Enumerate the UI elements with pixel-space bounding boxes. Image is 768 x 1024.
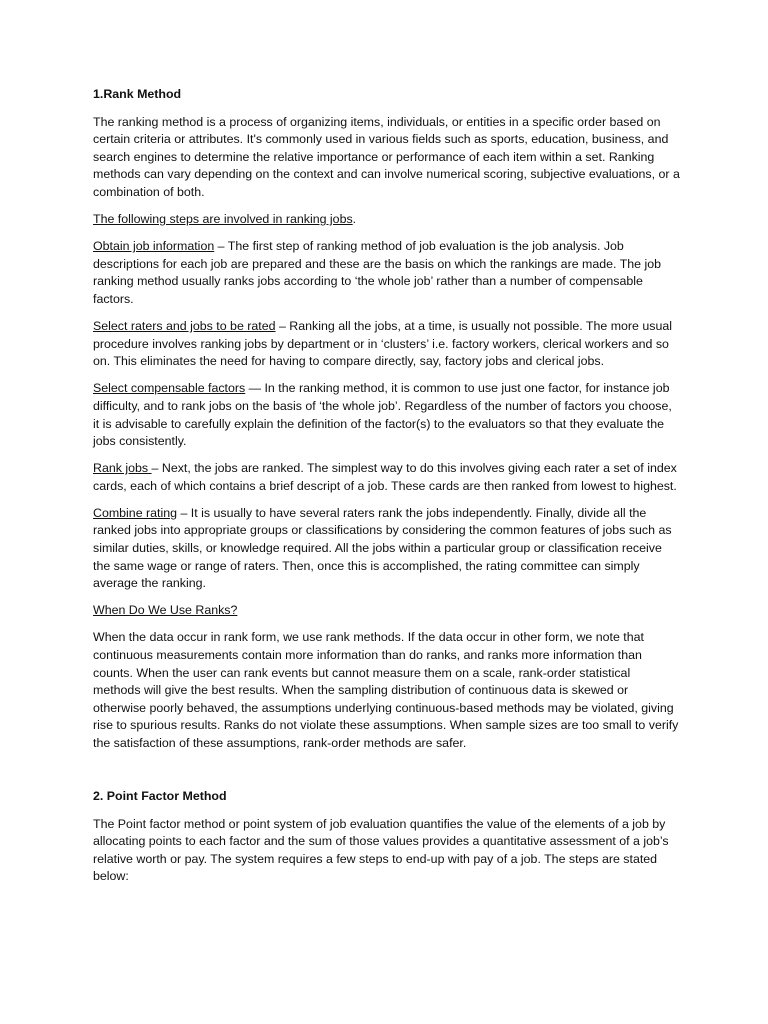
section-heading-point-factor-method: 2. Point Factor Method [93,789,227,804]
steps-heading-tail: . [352,212,357,227]
step-text: – Next, the jobs are ranked. The simplest way to do this involves giving each rater a set of index cards, each of which contains a brief descript of a job. These cards are then ranked from lowest to highest. [93,461,677,493]
step-label: Select compensable factors [93,381,246,396]
section-spacer [93,762,681,788]
steps-heading-paragraph [93,211,681,229]
step-label: Rank jobs [93,461,152,476]
step-text: – It is usually to have several raters rank the jobs independently. Finally, divide all the ranked jobs into appropriate groups or classifications by considering the common features of jobs such as similar duties, skills, or knowledge required. All the jobs within a particular group or classification receive the same wage or range of raters. Then, once this is accomplished, the rating committee can simply average the ranking. [93,505,672,591]
section-heading-rank-method: 1.Rank Method [93,87,182,101]
rank-method-intro: The ranking method is a process of organizing items, individuals, or entities in a specific order based on certain criteria or attributes. It's commonly used in various fields such as sports, education, business, and search engines to determine the relative importance or performance of each item within a set. Ranking methods can vary depending on the context and can involve numerical scoring, subjective evaluations, or a combination of both. [93,114,680,199]
step-select-compensable-factors [93,380,681,450]
step-select-raters [93,318,681,371]
when-use-ranks-text: When the data occur in rank form, we use rank methods. If the data occur in other form, we note that continuous measurements contain more information than do ranks, and ranks more information than counts. When the user can rank events but cannot measure them on a scale, rank-order statistical methods will give the best results. When the sampling distribution of continuous data is skewed or otherwise poorly behaved, the assumptions underlying continuous-based methods may be violated, giving rise to spurious results. Ranks do not violate these assumptions. When sample sizes are too small to verify the satisfaction of these assumptions, rank-order methods are safer. [93,630,679,750]
step-text: – The first step of ranking method of job evaluation is the job analysis. Job descriptions for each job are prepared and these are the basis on which the rankings are made. The job ranking method usually ranks jobs according to ‘the whole job’ rather than a number of compensable factors. [93,239,662,306]
steps-heading: The following steps are involved in ranking jobs [93,212,353,227]
step-combine-rating [93,505,681,593]
step-text: – Ranking all the jobs, at a time, is usually not possible. The more usual procedure involves ranking jobs by department or in ‘clusters’ i.e. factory workers, clerical workers and so on. This eliminates the need for having to compare directly, say, factory jobs and clerical jobs. [93,319,673,369]
step-label: Select raters and jobs to be rated [93,319,276,334]
step-label: Obtain job information [93,239,215,254]
step-text: — In the ranking method, it is common to use just one factor, for instance job difficulty, and to rank jobs on the basis of ‘the whole job’. Regardless of the number of factors you choose, it is advisable to carefully explain the definition of the factor(s) to the evaluators so that they evaluate the jobs consistently. [93,381,672,449]
document-page [93,86,681,896]
step-obtain-job-information [93,238,681,308]
when-use-ranks-heading: When Do We Use Ranks? [93,603,238,618]
point-factor-intro: The Point factor method or point system of job evaluation quantifies the value of the elements of a job by allocating points to each factor and the sum of those values provides a quantitative assessment of a job’s relative worth or pay. The system requires a few steps to end-up with pay of a job. The steps are stated below: [93,816,669,884]
step-label: Combine rating [93,505,178,520]
step-rank-jobs [93,460,681,495]
